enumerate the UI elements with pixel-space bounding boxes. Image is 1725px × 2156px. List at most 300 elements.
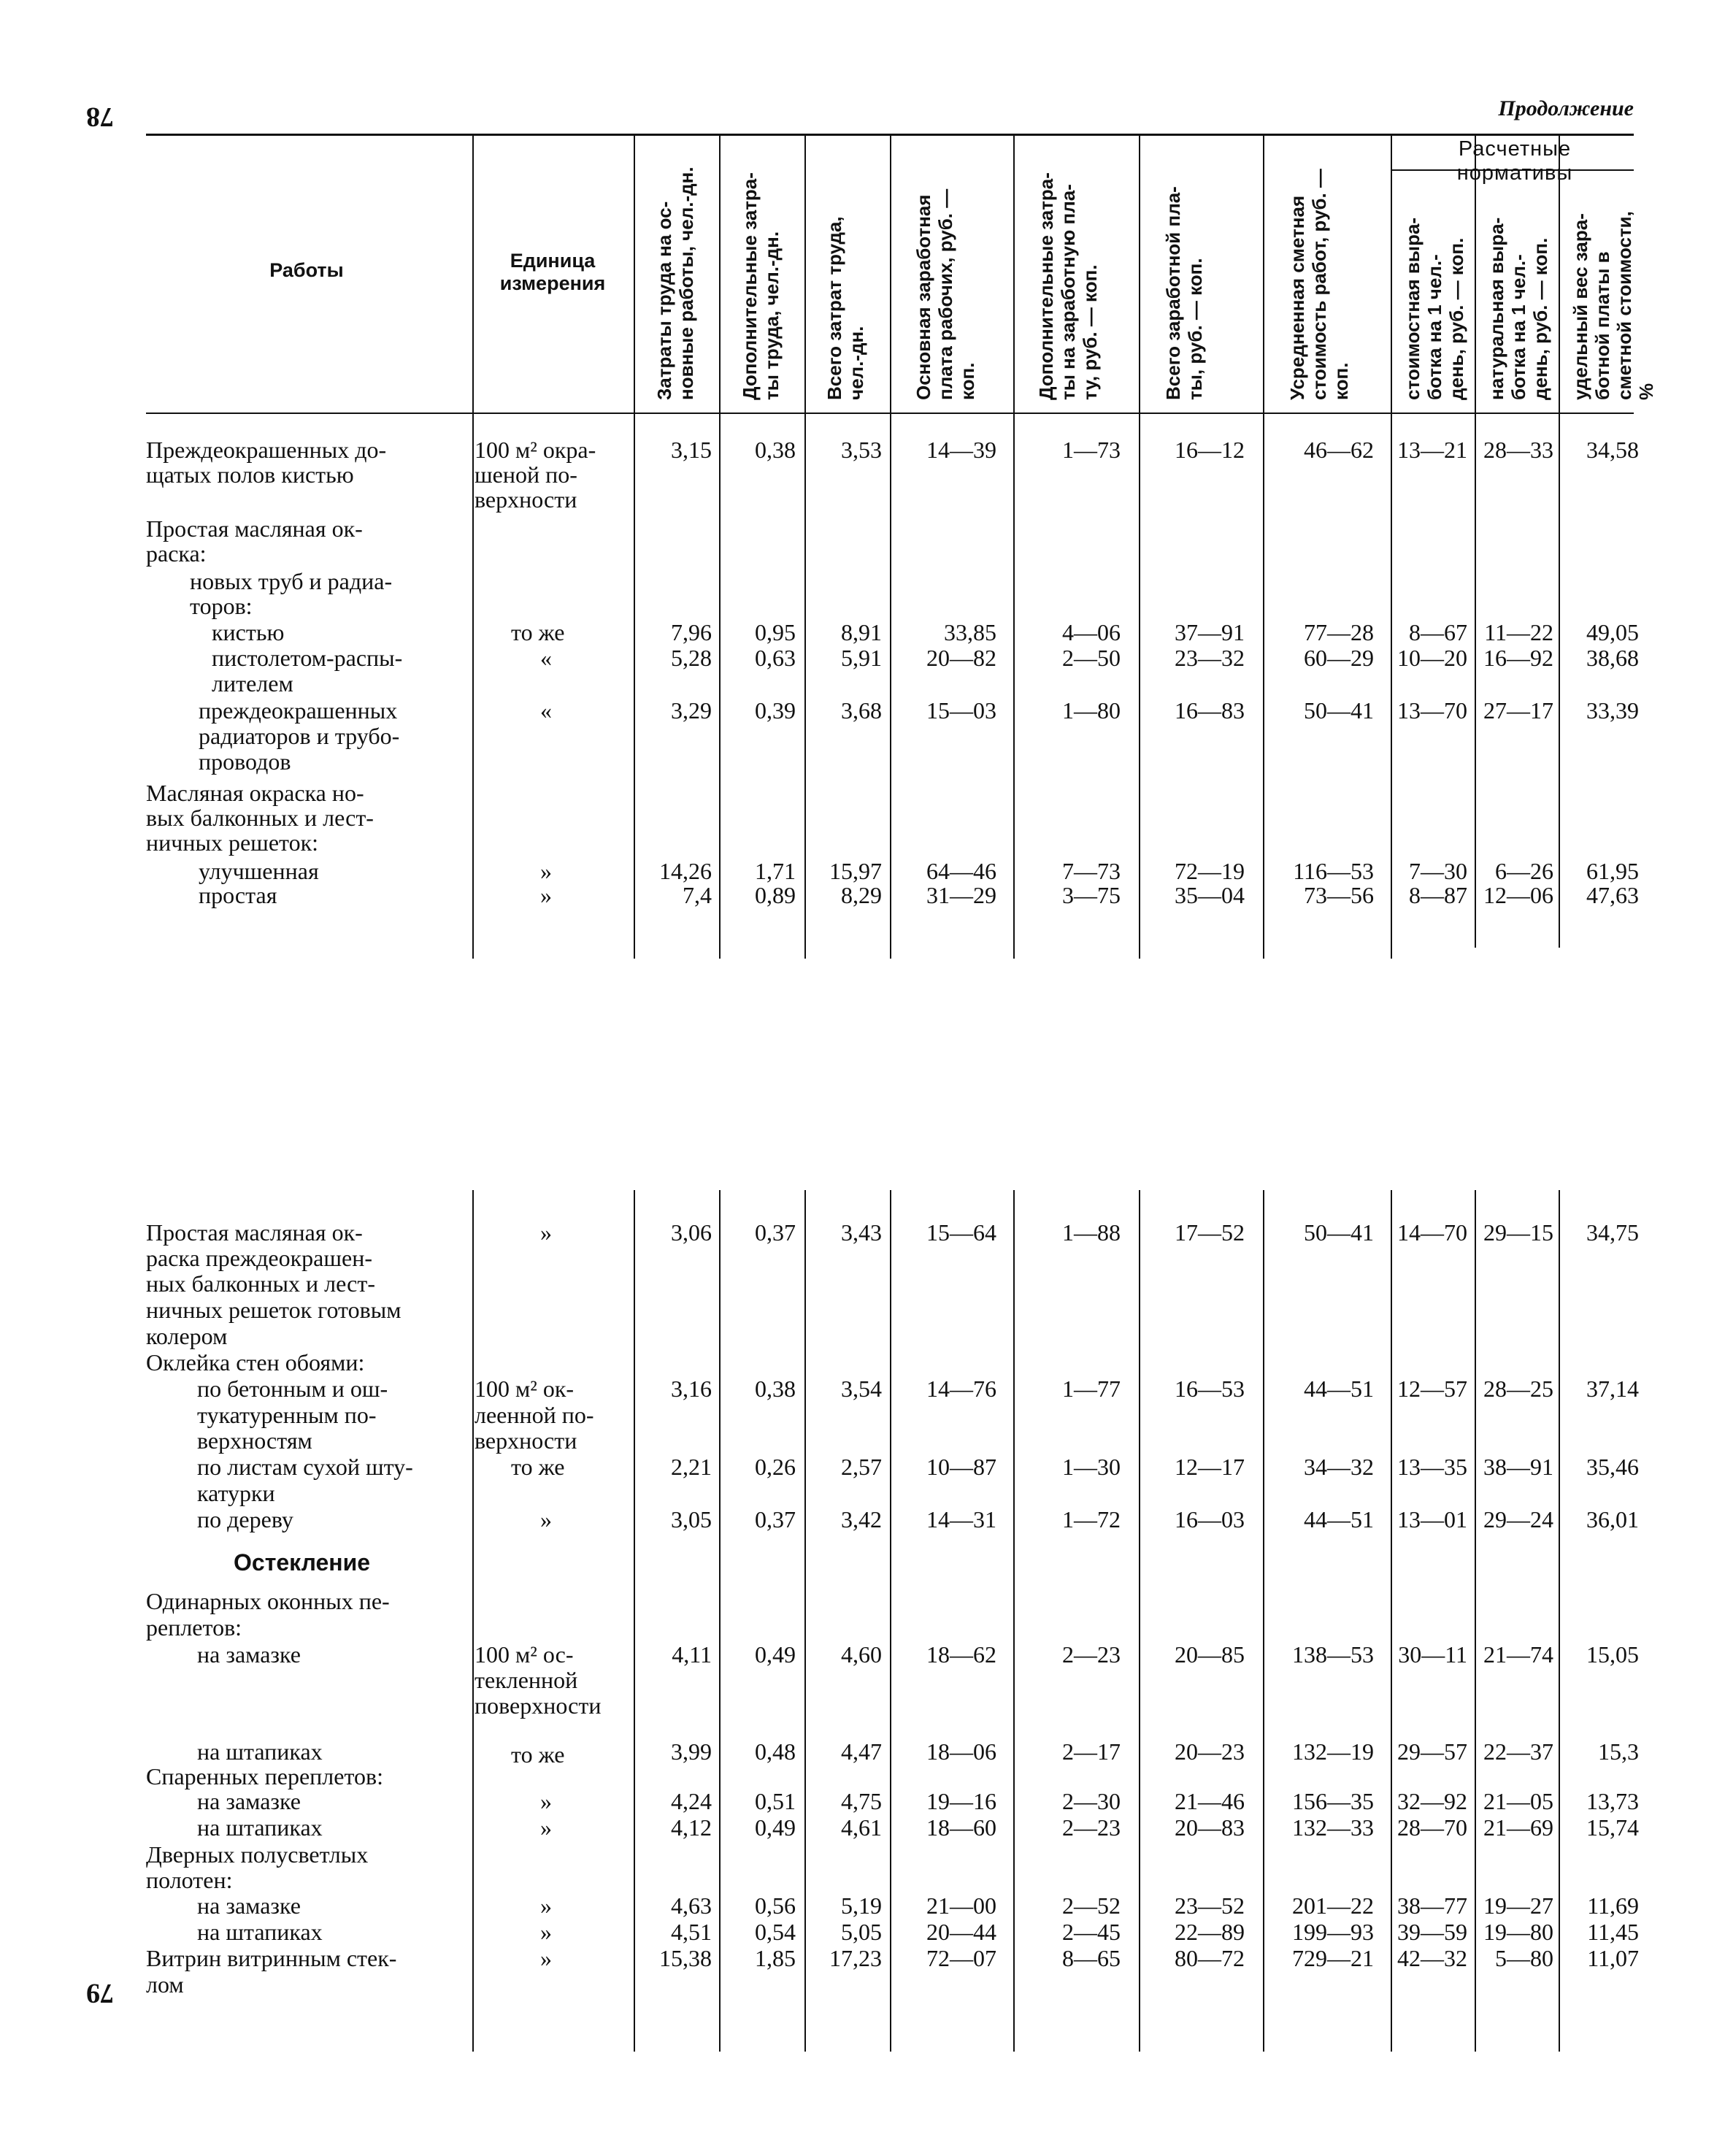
work-line: катурки xyxy=(197,1480,275,1506)
table-cell: 49,05 xyxy=(1586,619,1639,645)
table-cell: 19—16 xyxy=(926,1788,996,1814)
table-cell: 44—51 xyxy=(1304,1376,1374,1402)
table-cell: 19—80 xyxy=(1483,1919,1553,1945)
table-cell: 10—87 xyxy=(926,1454,996,1480)
table-cell: 44—51 xyxy=(1304,1506,1374,1532)
table-cell: 2,57 xyxy=(841,1454,882,1480)
table-cell: 0,38 xyxy=(755,437,796,463)
header-line: Дополнительные затра- xyxy=(739,172,761,400)
work-line: торов: xyxy=(190,593,253,619)
work-line: верхностям xyxy=(197,1427,312,1454)
col-rule-bottom xyxy=(634,1190,635,2052)
header-group-normatives: Расчетные нормативы xyxy=(1456,137,1573,185)
col-rule-bottom xyxy=(1263,1190,1264,2052)
unit-line: » xyxy=(540,1945,552,1971)
unit-line: 100 м² ок- xyxy=(475,1376,575,1402)
table-cell: 12—17 xyxy=(1175,1454,1245,1480)
table-cell: 138—53 xyxy=(1292,1641,1374,1668)
header-line: чел.-дн. xyxy=(845,326,867,400)
table-cell: 32—92 xyxy=(1397,1788,1467,1814)
header-line: ботка на 1 чел.- xyxy=(1507,254,1529,400)
table-cell: 1—77 xyxy=(1062,1376,1121,1402)
work-line: кистью xyxy=(212,619,285,645)
table-cell: 3,29 xyxy=(671,697,712,724)
table-cell: 72—19 xyxy=(1175,858,1245,884)
header-work: Работы xyxy=(269,259,344,281)
header-line: ты на заработную пла- xyxy=(1057,184,1079,400)
unit-line: « xyxy=(540,697,552,724)
table-cell: 14—31 xyxy=(926,1506,996,1532)
table-cell: 21—00 xyxy=(926,1892,996,1919)
table-cell: 23—52 xyxy=(1175,1892,1245,1919)
header-c6 xyxy=(1162,137,1206,400)
col-rule-bottom xyxy=(1475,1190,1476,2052)
table-cell: 50—41 xyxy=(1304,697,1374,724)
table-cell: 4—06 xyxy=(1062,619,1121,645)
table-cell: 4,11 xyxy=(672,1641,712,1668)
table-cell: 1—88 xyxy=(1062,1219,1121,1246)
table-cell: 35,46 xyxy=(1586,1454,1639,1480)
table-cell: 77—28 xyxy=(1304,619,1374,645)
table-cell: 8,91 xyxy=(841,619,882,645)
table-cell: 11,45 xyxy=(1587,1919,1639,1945)
table-cell: 11,07 xyxy=(1587,1945,1639,1971)
header-c8 xyxy=(1402,137,1467,400)
table-cell: 21—74 xyxy=(1483,1641,1553,1668)
unit-line: поверхности xyxy=(475,1692,602,1719)
unit-line: то же xyxy=(511,619,565,645)
table-cell: 20—23 xyxy=(1175,1738,1245,1765)
table-cell: 27—17 xyxy=(1483,697,1553,724)
table-cell: 2—23 xyxy=(1062,1641,1121,1668)
table-cell: 0,63 xyxy=(755,645,796,671)
col-rule-top xyxy=(890,134,891,959)
header-line: Всего затрат труда, xyxy=(823,216,845,400)
table-cell: 5,19 xyxy=(841,1892,882,1919)
table-cell: 46—62 xyxy=(1304,437,1374,463)
header-c10 xyxy=(1570,137,1657,400)
header-c2 xyxy=(739,137,783,400)
table-cell: 3,54 xyxy=(841,1376,882,1402)
table-cell: 4,63 xyxy=(671,1892,712,1919)
header-line: Основная заработная xyxy=(913,194,934,400)
table-cell: 729—21 xyxy=(1292,1945,1374,1971)
table-cell: 2—30 xyxy=(1062,1788,1121,1814)
work-line: на штапиках xyxy=(197,1738,323,1765)
work-line: лителем xyxy=(212,670,293,697)
header-line: стоимость работ, руб. — xyxy=(1308,169,1330,400)
work-line: простая xyxy=(199,882,277,908)
work-line: по дереву xyxy=(197,1506,293,1532)
table-cell: 15,38 xyxy=(659,1945,712,1971)
table-cell: 0,48 xyxy=(755,1738,796,1765)
page-number-top: 78 xyxy=(86,101,114,132)
table-cell: 3,06 xyxy=(671,1219,712,1246)
table-cell: 16—53 xyxy=(1175,1376,1245,1402)
col-rule-top xyxy=(1475,169,1476,413)
table-cell: 0,26 xyxy=(755,1454,796,1480)
header-line: плата рабочих, руб. — xyxy=(934,188,956,400)
table-cell: 132—33 xyxy=(1292,1814,1374,1841)
table-cell: 199—93 xyxy=(1292,1919,1374,1945)
unit-line: то же xyxy=(511,1741,565,1768)
col-rule-bottom xyxy=(890,1190,891,2052)
work-line: Простая масляная ок- xyxy=(146,515,363,542)
col-rule-bottom xyxy=(719,1190,721,2052)
table-cell: 33,85 xyxy=(944,619,996,645)
unit-line: текленной xyxy=(475,1667,578,1693)
header-line: % xyxy=(1635,383,1657,400)
table-cell: 73—56 xyxy=(1304,882,1374,908)
table-cell: 18—60 xyxy=(926,1814,996,1841)
col-rule-top xyxy=(1559,169,1560,413)
table-cell: 5—80 xyxy=(1495,1945,1553,1971)
table-cell: 4,24 xyxy=(671,1788,712,1814)
table-cell: 0,89 xyxy=(755,882,796,908)
table-cell: 15,97 xyxy=(829,858,882,884)
table-cell: 21—46 xyxy=(1175,1788,1245,1814)
table-cell: 156—35 xyxy=(1292,1788,1374,1814)
work-line: ничных решеток готовым xyxy=(146,1297,402,1323)
unit-line: « xyxy=(540,645,552,671)
col-rule-top xyxy=(719,134,721,959)
header-c1 xyxy=(653,137,697,400)
table-cell: 16—03 xyxy=(1175,1506,1245,1532)
table-cell: 34,75 xyxy=(1586,1219,1639,1246)
table-cell: 60—29 xyxy=(1304,645,1374,671)
header-line: ты, руб. — коп. xyxy=(1184,258,1206,400)
table-cell: 15,74 xyxy=(1586,1814,1639,1841)
table-cell: 47,63 xyxy=(1586,882,1639,908)
unit-line: » xyxy=(540,1919,552,1945)
work-line: раска преждеокрашен- xyxy=(146,1245,372,1271)
page-number-bottom: 79 xyxy=(86,1978,114,2009)
header-line: коп. xyxy=(956,362,978,400)
table-cell: 34—32 xyxy=(1304,1454,1374,1480)
table-cell: 28—33 xyxy=(1483,437,1553,463)
work-line: улучшенная xyxy=(199,858,319,884)
unit-line: » xyxy=(540,882,552,908)
table-cell: 0,49 xyxy=(755,1641,796,1668)
header-c4 xyxy=(913,137,978,400)
table-cell: 0,95 xyxy=(755,619,796,645)
table-cell: 38,68 xyxy=(1586,645,1639,671)
table-cell: 16—83 xyxy=(1175,697,1245,724)
table-cell: 8—65 xyxy=(1062,1945,1121,1971)
table-cell: 35—04 xyxy=(1175,882,1245,908)
header-c5 xyxy=(1035,137,1101,400)
table-cell: 11,69 xyxy=(1587,1892,1639,1919)
col-rule-bottom xyxy=(1013,1190,1015,2052)
header-line: ты труда, чел.-дн. xyxy=(761,231,783,400)
table-cell: 28—70 xyxy=(1397,1814,1467,1841)
table-cell: 37—91 xyxy=(1175,619,1245,645)
table-cell: 1—73 xyxy=(1062,437,1121,463)
work-line: реплетов: xyxy=(146,1614,242,1641)
table-cell: 72—07 xyxy=(926,1945,996,1971)
work-line: проводов xyxy=(199,748,291,775)
table-cell: 3,53 xyxy=(841,437,882,463)
table-cell: 20—85 xyxy=(1175,1641,1245,1668)
table-cell: 1—72 xyxy=(1062,1506,1121,1532)
table-cell: 19—27 xyxy=(1483,1892,1553,1919)
table-cell: 11—22 xyxy=(1484,619,1553,645)
header-c3 xyxy=(823,137,867,400)
work-line: Оклейка стен обоями: xyxy=(146,1349,365,1376)
table-cell: 15,3 xyxy=(1598,1738,1639,1765)
col-rule-top xyxy=(1013,134,1015,959)
unit-line: » xyxy=(540,1892,552,1919)
table-cell: 14—39 xyxy=(926,437,996,463)
table-cell: 201—22 xyxy=(1292,1892,1374,1919)
work-line: на штапиках xyxy=(197,1814,323,1841)
table-cell: 29—15 xyxy=(1483,1219,1553,1246)
table-cell: 18—06 xyxy=(926,1738,996,1765)
work-line: тукатуренным по- xyxy=(197,1402,377,1428)
header-line: Затраты труда на ос- xyxy=(653,201,675,400)
table-cell: 50—41 xyxy=(1304,1219,1374,1246)
table-cell: 7—30 xyxy=(1409,858,1467,884)
table-cell: 18—62 xyxy=(926,1641,996,1668)
table-cell: 5,91 xyxy=(841,645,882,671)
table-cell: 4,12 xyxy=(671,1814,712,1841)
table-cell: 15—03 xyxy=(926,697,996,724)
work-line: Масляная окраска но- xyxy=(146,780,364,806)
work-line: полотен: xyxy=(146,1867,233,1893)
work-line: на замазке xyxy=(197,1788,301,1814)
table-cell: 4,61 xyxy=(841,1814,882,1841)
table-cell: 13—01 xyxy=(1397,1506,1467,1532)
header-unit: Единица измерения xyxy=(499,250,606,294)
table-cell: 12—06 xyxy=(1483,882,1553,908)
col-rule-bottom xyxy=(1559,1190,1560,2052)
table-cell: 38—91 xyxy=(1483,1454,1553,1480)
table-cell: 2—52 xyxy=(1062,1892,1121,1919)
table-cell: 3,42 xyxy=(841,1506,882,1532)
table-cell: 2—50 xyxy=(1062,645,1121,671)
table-cell: 23—32 xyxy=(1175,645,1245,671)
work-line: по бетонным и ош- xyxy=(197,1376,388,1402)
table-cell: 12—57 xyxy=(1397,1376,1467,1402)
table-cell: 13—35 xyxy=(1397,1454,1467,1480)
header-line: удельный вес зара- xyxy=(1570,213,1591,400)
col-rule-bottom xyxy=(1391,1190,1392,2052)
table-cell: 3,99 xyxy=(671,1738,712,1765)
table-cell: 14,26 xyxy=(659,858,712,884)
table-cell: 4,47 xyxy=(841,1738,882,1765)
table-cell: 8—67 xyxy=(1409,619,1467,645)
table-cell: 14—70 xyxy=(1397,1219,1467,1246)
work-line: на штапиках xyxy=(197,1919,323,1945)
work-line: радиаторов и трубо- xyxy=(199,723,400,749)
table-cell: 4,51 xyxy=(671,1919,712,1945)
table-cell: 17—52 xyxy=(1175,1219,1245,1246)
table-cell: 132—19 xyxy=(1292,1738,1374,1765)
table-cell: 2—17 xyxy=(1062,1738,1121,1765)
table-cell: 21—69 xyxy=(1483,1814,1553,1841)
table-cell: 2,21 xyxy=(671,1454,712,1480)
header-line: ботной платы в xyxy=(1591,251,1613,400)
unit-line: леенной по- xyxy=(475,1402,594,1428)
work-line: Витрин витринным стек- xyxy=(146,1945,397,1971)
table-cell: 1—80 xyxy=(1062,697,1121,724)
work-line: ничных решеток: xyxy=(146,829,319,856)
table-cell: 116—53 xyxy=(1293,858,1374,884)
table-cell: 29—57 xyxy=(1397,1738,1467,1765)
unit-line: » xyxy=(540,1788,552,1814)
table-cell: 36,01 xyxy=(1586,1506,1639,1532)
table-cell: 30—11 xyxy=(1398,1641,1467,1668)
work-line: Одинарных оконных пе- xyxy=(146,1588,390,1614)
table-cell: 1,71 xyxy=(755,858,796,884)
table-cell: 61,95 xyxy=(1586,858,1639,884)
table-cell: 28—25 xyxy=(1483,1376,1553,1402)
table-cell: 22—89 xyxy=(1175,1919,1245,1945)
table-cell: 80—72 xyxy=(1175,1945,1245,1971)
table-cell: 0,37 xyxy=(755,1506,796,1532)
table-cell: 42—32 xyxy=(1397,1945,1467,1971)
table-cell: 0,38 xyxy=(755,1376,796,1402)
header-line: Всего заработной пла- xyxy=(1162,186,1184,400)
work-line: колером xyxy=(146,1323,228,1349)
table-cell: 31—29 xyxy=(926,882,996,908)
header-line: натуральная выра- xyxy=(1486,217,1507,400)
header-line: сметной стоимости, xyxy=(1613,211,1635,400)
work-line: на замазке xyxy=(197,1892,301,1919)
unit-line: » xyxy=(540,1219,552,1246)
continuation-label: Продолжение xyxy=(1498,96,1634,120)
work-line: на замазке xyxy=(197,1641,301,1668)
table-cell: 13—70 xyxy=(1397,697,1467,724)
section-title: Остекление xyxy=(234,1549,371,1576)
table-cell: 38—77 xyxy=(1397,1892,1467,1919)
work-line: Простая масляная ок- xyxy=(146,1219,363,1246)
col-rule-top xyxy=(804,134,806,959)
table-cell: 0,39 xyxy=(755,697,796,724)
table-cell: 20—83 xyxy=(1175,1814,1245,1841)
unit-line: верхности xyxy=(475,486,577,513)
work-line: Спаренных переплетов: xyxy=(146,1763,384,1789)
table-cell: 0,51 xyxy=(755,1788,796,1814)
table-cell: 15,05 xyxy=(1586,1641,1639,1668)
table-cell: 6—26 xyxy=(1495,858,1553,884)
table-cell: 0,56 xyxy=(755,1892,796,1919)
col-rule-top xyxy=(1391,134,1392,959)
table-cell: 0,54 xyxy=(755,1919,796,1945)
col-rule-bottom xyxy=(804,1190,806,2052)
work-line: Дверных полусветлых xyxy=(146,1841,369,1868)
col-rule-bottom xyxy=(472,1190,474,2052)
table-cell: 20—44 xyxy=(926,1919,996,1945)
table-cell: 3,43 xyxy=(841,1219,882,1246)
work-line: пистолетом-распы- xyxy=(212,645,403,671)
table-cell: 7,4 xyxy=(683,882,712,908)
header-line: Дополнительные затра- xyxy=(1035,172,1057,400)
header-line: день, руб. — коп. xyxy=(1529,237,1551,400)
table-cell: 22—37 xyxy=(1483,1738,1553,1765)
table-cell: 16—12 xyxy=(1175,437,1245,463)
table-cell: 16—92 xyxy=(1483,645,1553,671)
table-cell: 29—24 xyxy=(1483,1506,1553,1532)
work-line: преждеокрашенных xyxy=(199,697,398,724)
header-line: новные работы, чел.-дн. xyxy=(675,166,697,400)
header-line: Усредненная сметная xyxy=(1286,195,1308,400)
unit-line: то же xyxy=(511,1454,565,1480)
table-cell: 4,75 xyxy=(841,1788,882,1814)
unit-line: 100 м² окра- xyxy=(475,437,596,463)
table-cell: 39—59 xyxy=(1397,1919,1467,1945)
col-rule-top xyxy=(634,134,635,959)
work-line: новых труб и радиа- xyxy=(190,568,393,594)
work-line: лом xyxy=(146,1971,184,1998)
table-cell: 3,15 xyxy=(671,437,712,463)
table-cell: 33,39 xyxy=(1586,697,1639,724)
table-cell: 64—46 xyxy=(926,858,996,884)
table-cell: 13,73 xyxy=(1586,1788,1639,1814)
table-cell: 15—64 xyxy=(926,1219,996,1246)
table-cell: 13—21 xyxy=(1397,437,1467,463)
table-cell: 7,96 xyxy=(671,619,712,645)
table-cell: 0,37 xyxy=(755,1219,796,1246)
unit-line: 100 м² ос- xyxy=(475,1641,574,1668)
header-line: ботка на 1 чел.- xyxy=(1424,254,1445,400)
table-cell: 7—73 xyxy=(1062,858,1121,884)
table-cell: 20—82 xyxy=(926,645,996,671)
table-cell: 5,28 xyxy=(671,645,712,671)
col-rule-top xyxy=(1139,134,1140,959)
table-cell: 2—23 xyxy=(1062,1814,1121,1841)
col-rule-bottom xyxy=(1139,1190,1140,2052)
work-line: вых балконных и лест- xyxy=(146,805,374,831)
table-cell: 3—75 xyxy=(1062,882,1121,908)
header-line: ту, руб. — коп. xyxy=(1079,264,1101,400)
header-line: коп. xyxy=(1330,362,1352,400)
table-cell: 34,58 xyxy=(1586,437,1639,463)
table-cell: 3,68 xyxy=(841,697,882,724)
table-cell: 3,16 xyxy=(671,1376,712,1402)
header-c7 xyxy=(1286,137,1352,400)
table-cell: 8—87 xyxy=(1409,882,1467,908)
table-cell: 5,05 xyxy=(841,1919,882,1945)
table-cell: 0,49 xyxy=(755,1814,796,1841)
table-cell: 37,14 xyxy=(1586,1376,1639,1402)
table-cell: 3,05 xyxy=(671,1506,712,1532)
unit-line: шеной по- xyxy=(475,461,577,488)
col-rule-top xyxy=(1263,134,1264,959)
unit-line: » xyxy=(540,858,552,884)
table-cell: 10—20 xyxy=(1397,645,1467,671)
work-line: по листам сухой шту- xyxy=(197,1454,413,1480)
table-cell: 1,85 xyxy=(755,1945,796,1971)
unit-line: » xyxy=(540,1814,552,1841)
unit-line: верхности xyxy=(475,1427,577,1454)
table-cell: 17,23 xyxy=(829,1945,882,1971)
table-cell: 4,60 xyxy=(841,1641,882,1668)
table-cell: 1—30 xyxy=(1062,1454,1121,1480)
table-cell: 8,29 xyxy=(841,882,882,908)
table-cell: 2—45 xyxy=(1062,1919,1121,1945)
header-line: стоимостная выра- xyxy=(1402,217,1424,400)
table-cell: 21—05 xyxy=(1483,1788,1553,1814)
work-line: ных балконных и лест- xyxy=(146,1270,375,1297)
header-line: день, руб. — коп. xyxy=(1445,237,1467,400)
unit-line: » xyxy=(540,1506,552,1532)
header-c9 xyxy=(1486,137,1551,400)
table-cell: 14—76 xyxy=(926,1376,996,1402)
work-line: раска: xyxy=(146,540,207,567)
work-line: Преждеокрашенных до- xyxy=(146,437,387,463)
work-line: щатых полов кистью xyxy=(146,461,354,488)
